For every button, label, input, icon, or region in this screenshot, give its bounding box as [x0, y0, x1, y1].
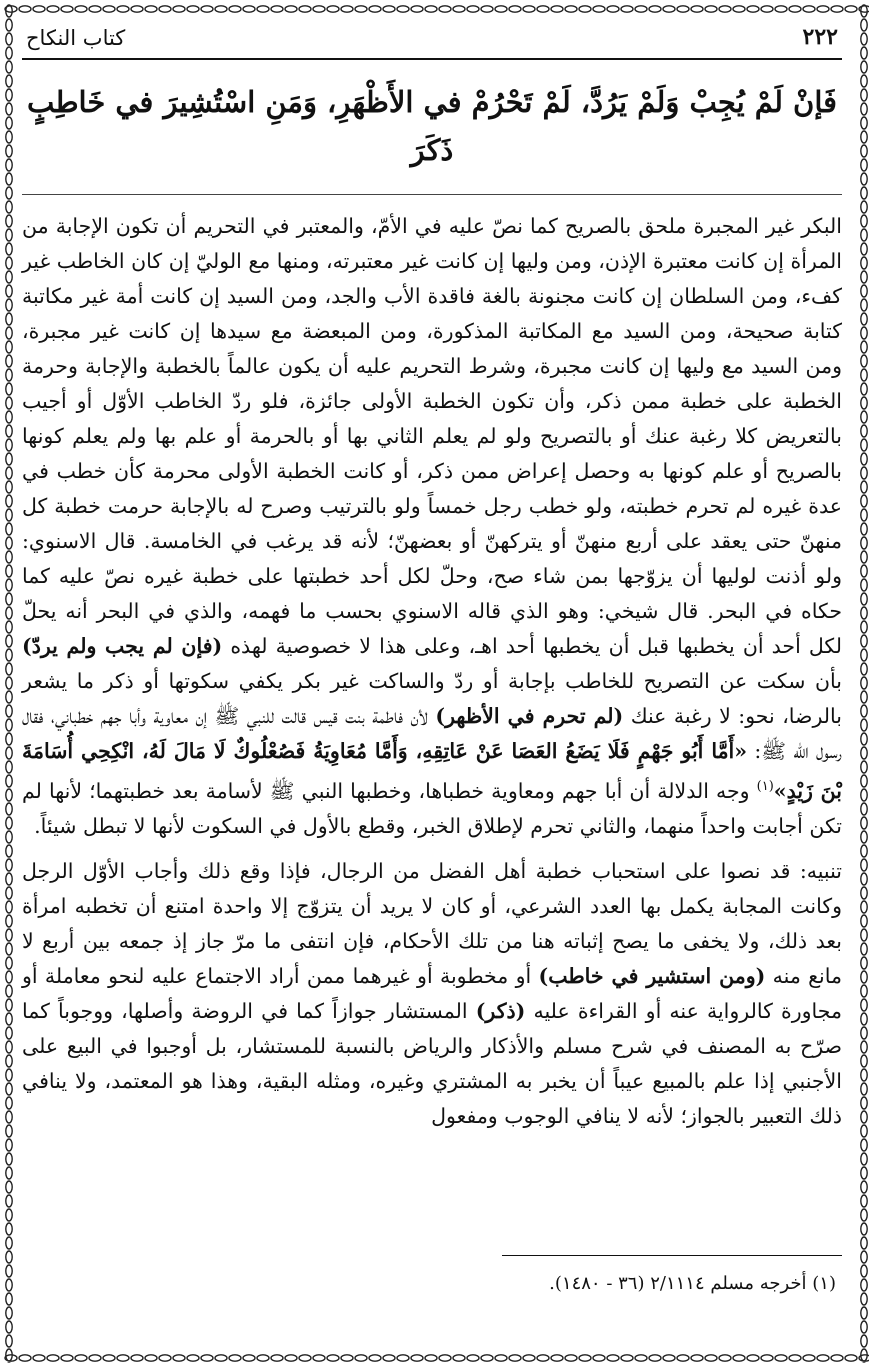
footnote: (١) أخرجه مسلم ٢/١١١٤ (٣٦ - ١٤٨٠).	[549, 1273, 836, 1294]
quoted-matn: (ذكر)	[475, 998, 526, 1023]
paragraph-2: تنبيه: قد نصوا على استحباب خطبة أهل الفضل من الرجال، فإذا وقع ذلك وأجاب الأوّل الرجل وكانت المجابة يكمل بها العدد الشرعي، أو كان لا يريد أن يتزوّج إلا واحدة امتنع أن تخطبه امرأة بعد ذلك، ولا يخفى ما يصح إثباته هنا من تلك الأحكام، فإن انتفى ما مرّ جاز إذ جمعه بين أربع لا مانع منه (ومن استشير في خاطب) أو مخطوبة أو غيرهما ممن أراد الاجتماع عليه لنحو معاملة أو مجاورة كالرواية عنه أو القراءة عليه (ذكر) المستشار جوازاً كما في الروضة وأصلها، ووجوباً كما صرّح به المصنف في شرح مسلم والأذكار والرياض بالنسبة للمستشار، بل أوجبوا في البيع على الأجنبي إذا علم بالمبيع عيباً أن يخبر به المشتري وغيره، ومثله البقية، وهذا هو المعتمد، ولا ينافي ذلك التعبير بالجواز؛ لأنه لا ينافي الوجوب ومفعول	[22, 858, 842, 1128]
hadith-text: «أَمَّا أَبُو جَهْمٍ فَلَا يَضَعُ العَصَا عَنْ عَاتِقِهِ، وَأَمَّا مُعَاوِيَةُ فَصُعْلُوكٌ لَا مَالَ لَهُ، انْكِحِي أُسَامَةَ بْنَ زَيْدٍ»	[22, 739, 842, 803]
quoted-matn: (لم تحرم في الأظهر)	[435, 704, 624, 728]
commentary-text	[22, 209, 842, 1134]
page-number: ٢٢٢	[802, 24, 838, 50]
book-title: كتاب النكاح	[26, 26, 126, 50]
border-right	[859, 4, 869, 1363]
footnote-reference[interactable]: (١)	[756, 779, 774, 794]
matn-text: فَإنْ لَمْ يُجِبْ وَلَمْ يَرُدَّ، لَمْ تَحْرُمْ في الأَظْهَرِ، وَمَنِ اسْتُشِيرَ في خَاطِبٍ ذَكَرَ	[22, 78, 842, 195]
page-content	[22, 22, 842, 1342]
quoted-matn: (ومن استشير في خاطب)	[538, 963, 766, 988]
border-top	[4, 4, 869, 14]
border-bottom	[4, 1353, 869, 1363]
border-left	[4, 4, 14, 1363]
paragraph-1: البكر غير المجبرة ملحق بالصريح كما نصّ عليه في الأمّ، والمعتبر في التحريم أن تكون الإجابة من المرأة إن كانت معتبرة الإذن، ومن وليها إن كانت غير معتبرته، ومنها مع الوليّ إن كان الخاطب غير كفء، ومن السلطان إن كانت مجنونة بالغة فاقدة الأب والجد، ومن السيد إن كانت أمة غير مكاتبة كتابة صحيحة، ومن السيد مع المكاتبة المذكورة، ومن المبعضة مع سيدها إن كانت غير مجبرة، ومن السيد مع وليها إن كانت مجبرة، وشرط التحريم عليه أن يكون عالماً بالخطبة والإجابة وحرمة الخطبة على خطبة ممن ذكر، وأن تكون الخطبة الأولى جائزة، فلو ردّ الخاطب الأوّل أو أجيب بالتعريض كلا رغبة عنك أو بالتصريح ولو لم يعلم الثاني بها أو بالحرمة أو علم بها ولم يعلم كونها بالصريح أو علم كونها به وحصل إعراض ممن ذكر، أو كانت الخطبة الأولى محرمة كأن خطب في عدة غيره لم تحرم خطبته، ولو خطب رجل خمساً ولو بالترتيب وصرح له بالإجابة حرمت خطبة كل منهنّ حتى يعقد على أربع منهنّ أو يتركهنّ أو بعضهنّ؛ لأنه قد يرغب في الخامسة. قال الاسنوي: ولو أذنت لوليها أن يزوّجها بمن شاء صح، وحلّ لكل أحد خطبتها على خطبة غيره نصّ عليه كما حكاه في البحر. قال شيخي: وهو الذي قاله الاسنوي بحسب ما فهمه، والذي في البحر أنه يحلّ لكل أحد أن يخطبها قبل أن يخطبها أحد اهـ، وعلى هذا لا خصوصية لهذه (فإن لم يجب ولم يردّ) بأن سكت عن التصريح للخاطب بإجابة أو ردّ والساكت غير بكر يكفي سكوتها أو ذكر ما يشعر بالرضا، نحو: لا رغبة عنك (لم تحرم في الأظهر) لأن فاطمة بنت قيس قالت للنبي ﷺ إن معاوية وأبا جهم خطباني، فقال رسول الله ﷺ: «أَمَّا أَبُو جَهْمٍ فَلَا يَضَعُ العَصَا عَنْ عَاتِقِهِ، وَأَمَّا مُعَاوِيَةُ فَصُعْلُوكٌ لَا مَالَ لَهُ، انْكِحِي أُسَامَةَ بْنَ زَيْدٍ»$^{(١)}$ وجه الدلالة أن أبا جهم ومعاوية خطباها، وخطبها النبي ﷺ لأسامة بعد خطبتهما؛ لأنها لم تكن أجابت واحداً منهما، والثاني تحرم لإطلاق الخبر، وقطع بالأول في السكوت لأنها لا تبطل شيئاً.	[22, 214, 842, 838]
running-header	[22, 22, 842, 60]
quoted-matn: (فإن لم يجب ولم يردّ)	[22, 634, 223, 658]
footnote-divider	[502, 1255, 842, 1256]
